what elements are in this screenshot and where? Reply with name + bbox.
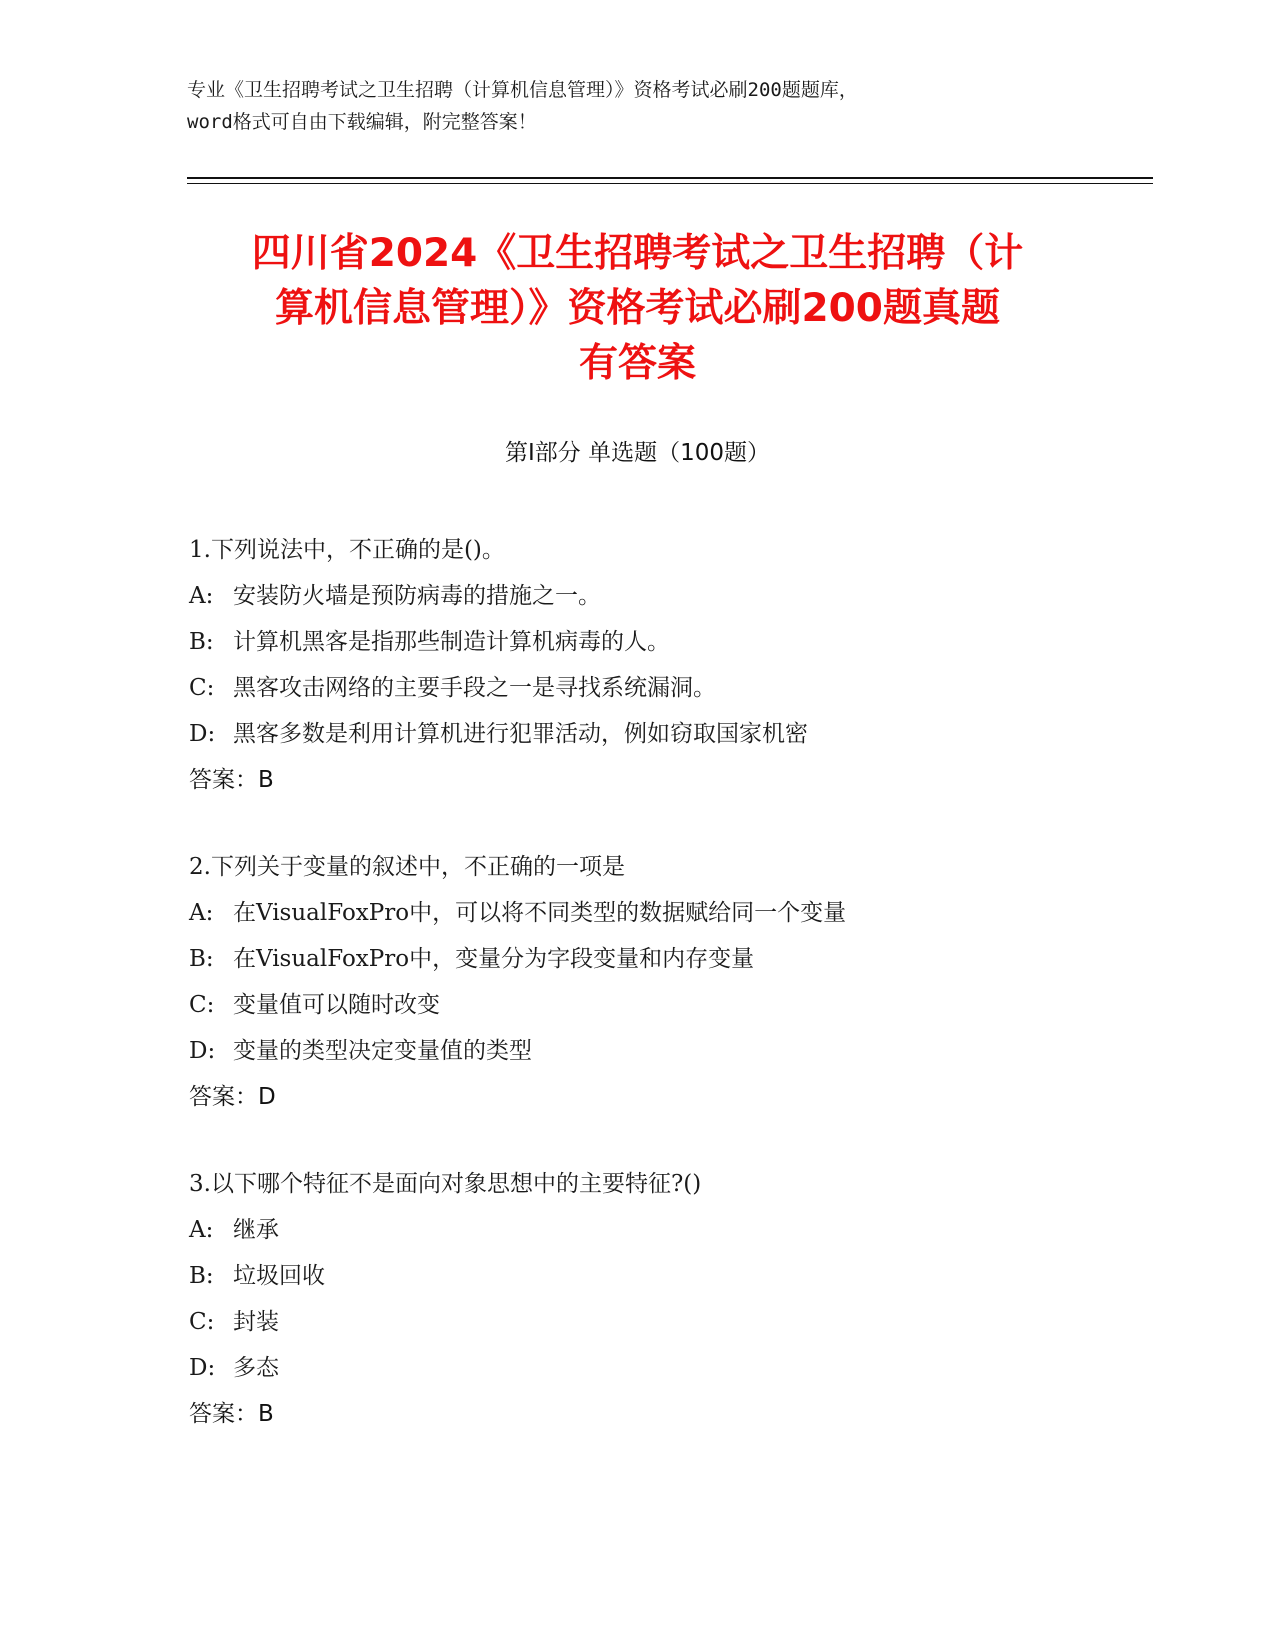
question-list	[189, 527, 1139, 1478]
option-letter: C:	[189, 992, 215, 1018]
option-d	[189, 1028, 1139, 1074]
question-stem: 2.下列关于变量的叙述中，不正确的一项是	[189, 854, 625, 880]
option-c	[189, 665, 1139, 711]
option-letter: C:	[189, 675, 215, 701]
option-a	[189, 573, 1139, 619]
option-text: 在VisualFoxPro中，可以将不同类型的数据赋给同一个变量	[233, 900, 847, 926]
document-title-line-1: 四川省2024《卫生招聘考试之卫生招聘（计	[251, 231, 1024, 276]
option-text: 继承	[233, 1217, 279, 1243]
option-text: 封装	[233, 1309, 279, 1335]
answer: 答案：B	[189, 767, 274, 793]
option-text: 计算机黑客是指那些制造计算机病毒的人。	[233, 629, 670, 655]
option-b	[189, 936, 1139, 982]
document-title-line-3: 有答案	[578, 341, 696, 386]
header-divider-thick	[187, 177, 1153, 179]
option-b	[189, 619, 1139, 665]
option-letter: B:	[189, 1263, 214, 1289]
option-text: 黑客攻击网络的主要手段之一是寻找系统漏洞。	[233, 675, 716, 701]
document-title-line-2: 算机信息管理）》资格考试必刷200题真题	[275, 286, 1000, 331]
option-a	[189, 890, 1139, 936]
question-3	[189, 1161, 1139, 1437]
option-letter: A:	[189, 1217, 214, 1243]
option-text: 变量值可以随时改变	[233, 992, 440, 1018]
question-1	[189, 527, 1139, 803]
answer: 答案：B	[189, 1401, 274, 1427]
question-stem: 1.下列说法中，不正确的是()。	[189, 537, 505, 563]
answer: 答案：D	[189, 1084, 276, 1110]
option-letter: D:	[189, 1038, 216, 1064]
option-b	[189, 1253, 1139, 1299]
option-a	[189, 1207, 1139, 1253]
option-text: 在VisualFoxPro中，变量分为字段变量和内存变量	[233, 946, 755, 972]
option-letter: D:	[189, 721, 216, 747]
option-letter: D:	[189, 1355, 216, 1381]
question-2	[189, 844, 1139, 1120]
header-note	[187, 74, 1087, 138]
option-letter: B:	[189, 629, 214, 655]
option-text: 多态	[233, 1355, 279, 1381]
header-note-line-2: word格式可自由下载编辑，附完整答案！	[187, 111, 537, 133]
option-letter: C:	[189, 1309, 215, 1335]
option-text: 黑客多数是利用计算机进行犯罪活动，例如窃取国家机密	[233, 721, 808, 747]
option-text: 变量的类型决定变量值的类型	[233, 1038, 532, 1064]
option-d	[189, 1345, 1139, 1391]
option-c	[189, 1299, 1139, 1345]
question-stem: 3.以下哪个特征不是面向对象思想中的主要特征?()	[189, 1171, 702, 1197]
document-title	[170, 226, 1105, 391]
option-letter: A:	[189, 900, 214, 926]
header-note-line-1: 专业《卫生招聘考试之卫生招聘（计算机信息管理）》资格考试必刷200题题库，	[187, 79, 858, 101]
option-d	[189, 711, 1139, 757]
option-text: 垃圾回收	[233, 1263, 325, 1289]
header-divider-thin	[187, 183, 1153, 184]
option-c	[189, 982, 1139, 1028]
option-letter: B:	[189, 946, 214, 972]
option-text: 安装防火墙是预防病毒的措施之一。	[233, 583, 601, 609]
option-letter: A:	[189, 583, 214, 609]
section-title: 第Ⅰ部分 单选题（100题）	[505, 440, 770, 466]
